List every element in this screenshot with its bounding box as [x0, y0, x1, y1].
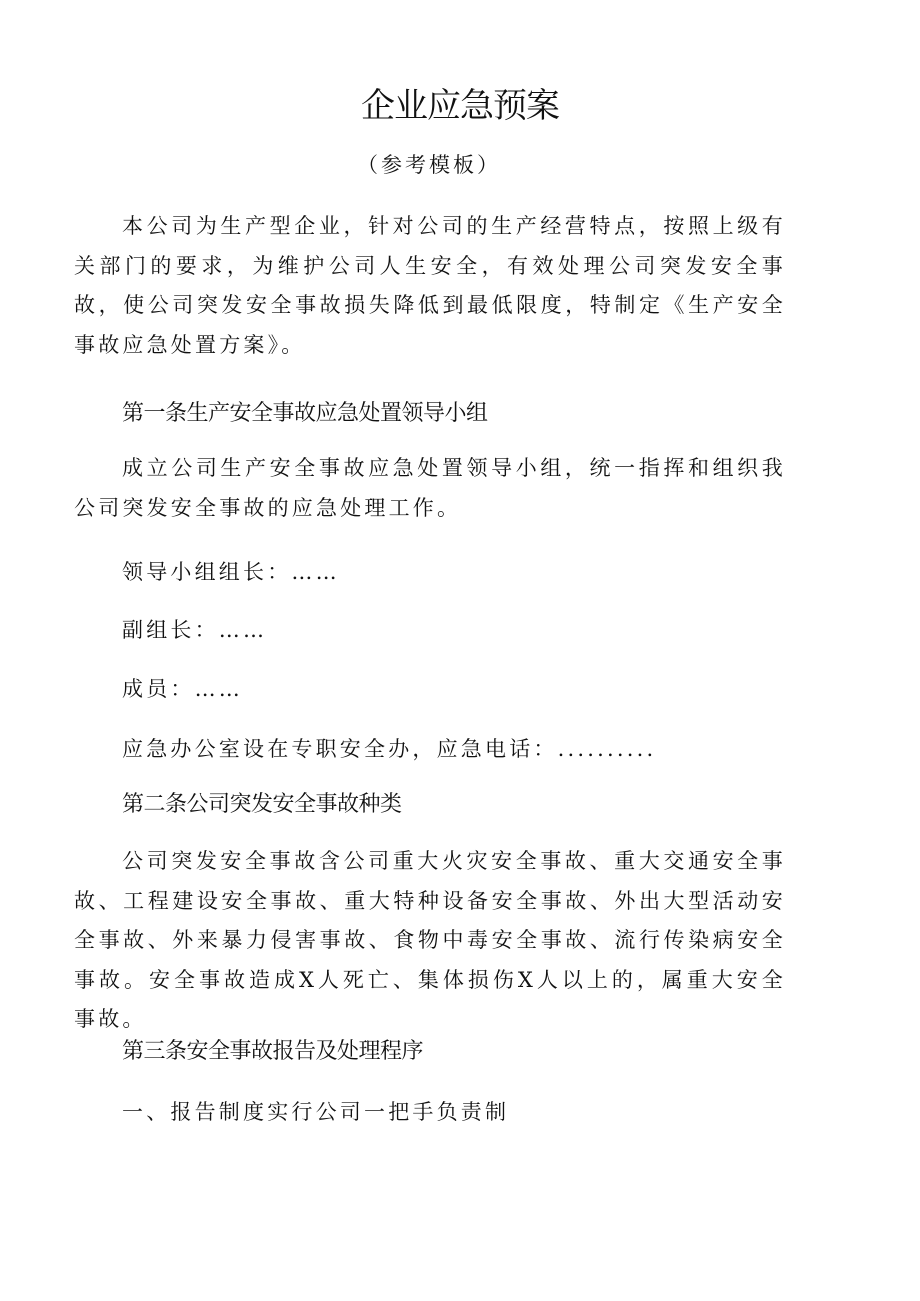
- intro-paragraph: 本公司为生产型企业，针对公司的生产经营特点，按照上级有关部门的要求，为维护公司人生安全，有效处理公司突发安全事故，使公司突发安全事故损失降低到最低限度，特制定《生产安全事故应急处置方案》。: [74, 214, 786, 357]
- section-2-body: 公司突发安全事故含公司重大火灾安全事故、重大交通安全事故、工程建设安全事故、重大特种设备安全事故、外出大型活动安全事故、外来暴力侵害事故、食物中毒安全事故、流行传染病安全事故。安全事故造成X人死亡、集体损伤X人以上的，属重大安全事故。: [74, 849, 786, 1031]
- section-2-heading: 第二条公司突发安全事故种类: [122, 792, 402, 817]
- section-3-heading: 第三条安全事故报告及处理程序: [122, 1039, 424, 1064]
- deputy-line: 副组长：……: [122, 618, 268, 642]
- section-1-body: 成立公司生产安全事故应急处置领导小组，统一指挥和组织我公司突发安全事故的应急处理工作。: [74, 456, 786, 520]
- document-title: 企业应急预案: [361, 86, 559, 126]
- section-1-heading: 第一条生产安全事故应急处置领导小组: [122, 401, 488, 426]
- members-line: 成员：……: [122, 677, 243, 701]
- leader-line: 领导小组组长：……: [122, 560, 340, 584]
- section-3-item-1: 一、报告制度实行公司一把手负责制: [122, 1100, 510, 1124]
- document-subtitle: （参考模板）: [357, 153, 501, 177]
- office-line: 应急办公室设在专职安全办，应急电话：..........: [122, 737, 657, 761]
